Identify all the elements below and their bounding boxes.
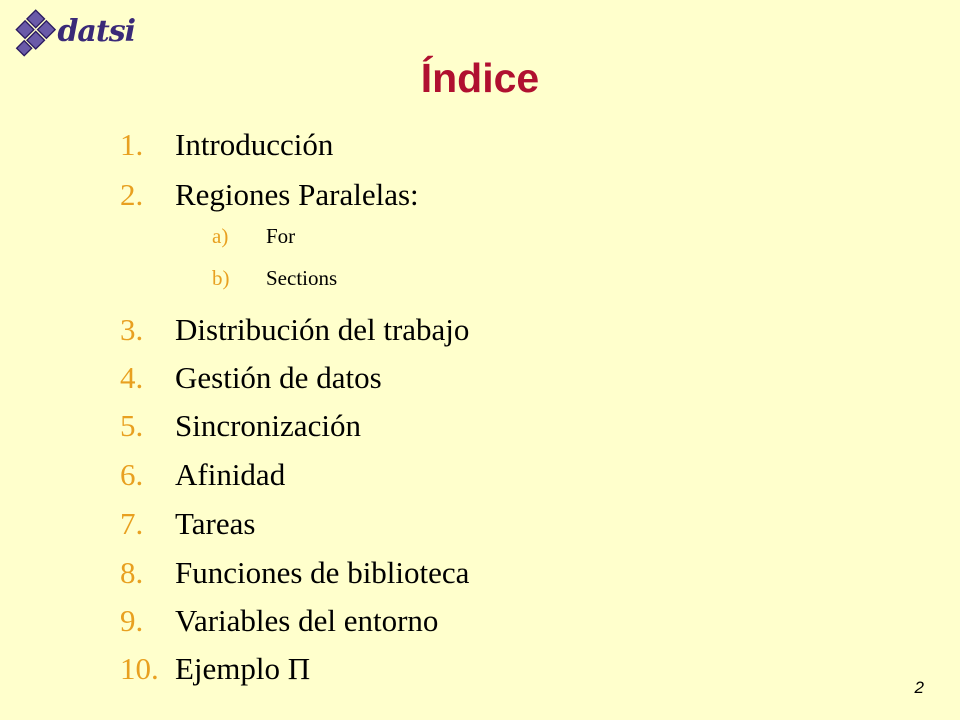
item-label: Sincronización xyxy=(175,408,361,443)
diamond-cluster-icon xyxy=(10,6,61,62)
item-number: 8. xyxy=(120,555,144,590)
list-item xyxy=(120,360,382,396)
subitem-label: For xyxy=(266,224,296,248)
item-label: Variables del entorno xyxy=(175,603,439,638)
subitem-letter: a) xyxy=(212,224,229,248)
item-number: 9. xyxy=(120,603,144,638)
item-number: 10. xyxy=(120,651,159,686)
list-item xyxy=(120,127,333,163)
list-item xyxy=(120,506,255,542)
list-item xyxy=(120,603,438,639)
list-item xyxy=(120,312,469,348)
page-number: 2 xyxy=(914,678,924,697)
sub-list-item xyxy=(212,224,295,249)
list-item xyxy=(120,457,285,493)
page-title: Índice xyxy=(420,55,540,101)
list-item xyxy=(120,555,469,591)
item-label: Afinidad xyxy=(175,457,286,492)
datsi-logo xyxy=(10,6,135,62)
sub-list-item xyxy=(212,266,337,291)
subitem-label: Sections xyxy=(266,266,338,290)
item-label: Ejemplo Π xyxy=(175,651,311,686)
item-number: 5. xyxy=(120,408,144,443)
item-label: Tareas xyxy=(175,506,256,541)
list-item xyxy=(120,408,361,444)
item-label: Gestión de datos xyxy=(175,360,382,395)
item-label: Introducción xyxy=(175,127,334,162)
item-number: 6. xyxy=(120,457,144,492)
item-number: 3. xyxy=(120,312,144,347)
item-number: 2. xyxy=(120,177,144,212)
item-label: Distribución del trabajo xyxy=(175,312,470,347)
item-number: 7. xyxy=(120,506,144,541)
item-number: 1. xyxy=(120,127,144,162)
logo-text: datsi xyxy=(57,13,135,49)
subitem-letter: b) xyxy=(212,266,230,290)
item-label: Regiones Paralelas: xyxy=(175,177,419,212)
list-item xyxy=(120,177,419,213)
list-item xyxy=(120,651,310,687)
item-number: 4. xyxy=(120,360,144,395)
item-label: Funciones de biblioteca xyxy=(175,555,470,590)
